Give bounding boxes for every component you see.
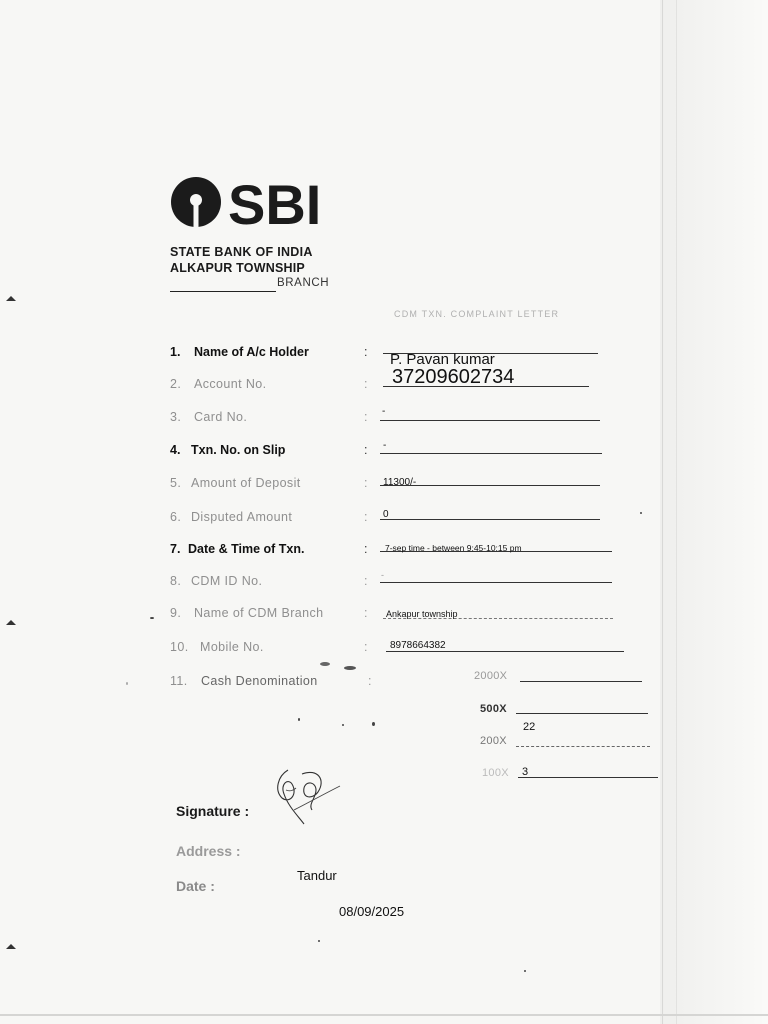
txn-date-time: 7-sep time - between 9:45-10:15 pm — [385, 543, 522, 553]
letter-title: CDM TXN. COMPLAINT LETTER — [394, 309, 560, 319]
scan-speck — [150, 617, 154, 619]
field-label: Card No. — [194, 410, 248, 424]
field-number: 4. — [170, 443, 181, 457]
denomination-value: 3 — [522, 766, 529, 778]
field-underline — [386, 651, 624, 652]
signature-label: Signature : — [176, 803, 250, 819]
field-colon: : — [368, 674, 372, 688]
field-label: Mobile No. — [200, 640, 264, 654]
field-label: Txn. No. on Slip — [191, 443, 286, 457]
sbi-logo — [170, 176, 340, 228]
denomination-label: 200X — [480, 735, 507, 747]
scan-speck — [318, 940, 320, 942]
scan-edge-line — [662, 0, 663, 1024]
field-underline — [380, 453, 602, 454]
field-number: 5. — [170, 476, 182, 490]
account-number: 37209602734 — [392, 366, 515, 388]
scan-speck — [524, 970, 526, 972]
punch-mark — [6, 288, 16, 293]
denomination-underline — [518, 777, 658, 778]
account-holder-name: P. Pavan kumar — [390, 351, 495, 368]
field-label: Name of CDM Branch — [194, 606, 324, 620]
field-colon: : — [364, 606, 368, 620]
field-colon: : — [364, 410, 368, 424]
field-colon: : — [364, 476, 368, 490]
scan-speck — [320, 662, 330, 666]
branch-word: BRANCH — [277, 277, 330, 289]
field-label: CDM ID No. — [191, 574, 263, 588]
address-value: Tandur — [297, 868, 337, 883]
scan-edge-line — [676, 0, 677, 1024]
denomination-label: 500X — [480, 703, 507, 715]
scan-speck — [640, 512, 642, 514]
field-number: 6. — [170, 510, 182, 524]
denomination-underline — [516, 746, 650, 747]
field-colon: : — [364, 640, 368, 654]
branch-underline — [170, 291, 276, 292]
handwritten-signature — [268, 764, 342, 826]
field-underline — [380, 582, 612, 583]
field-number: 9. — [170, 606, 182, 620]
scan-speck — [298, 718, 300, 721]
scan-speck — [342, 724, 344, 726]
cdm-branch: Ankapur township — [386, 609, 458, 619]
denomination-label: 100X — [482, 767, 509, 779]
field-underline — [380, 519, 600, 520]
field-number: 2. — [170, 377, 182, 391]
field-colon: : — [364, 574, 368, 588]
mobile-number: 8978664382 — [390, 640, 446, 651]
field-label: Name of A/c Holder — [194, 345, 309, 359]
field-label: Date & Time of Txn. — [188, 542, 305, 556]
deposit-amount: 11300/- — [383, 477, 417, 488]
scan-speck — [126, 682, 128, 685]
field-colon: : — [364, 345, 368, 359]
scan-bottom-edge — [0, 1014, 768, 1016]
logo-text: SBI — [228, 176, 322, 228]
denomination-label: 2000X — [474, 670, 508, 682]
punch-mark — [6, 936, 16, 941]
card-number: - — [382, 406, 386, 417]
punch-mark — [6, 612, 16, 617]
address-label: Address : — [176, 843, 241, 859]
txn-number: - — [383, 440, 387, 451]
cdm-id: - — [381, 570, 384, 580]
scan-speck — [344, 666, 356, 670]
disputed-amount: 0 — [383, 509, 389, 520]
branch-name: ALKAPUR TOWNSHIP — [170, 261, 305, 275]
field-number: 7. — [170, 542, 181, 556]
bank-name: STATE BANK OF INDIA — [170, 245, 313, 259]
field-number: 10. — [170, 640, 189, 654]
field-colon: : — [364, 377, 368, 391]
field-number: 3. — [170, 410, 182, 424]
field-underline — [380, 420, 600, 421]
field-number: 1. — [170, 345, 181, 359]
field-label: Disputed Amount — [191, 510, 293, 524]
field-label: Amount of Deposit — [191, 476, 301, 490]
field-label: Cash Denomination — [201, 674, 318, 688]
denomination-value: 22 — [523, 721, 536, 733]
date-value: 08/09/2025 — [339, 904, 405, 919]
field-label: Account No. — [194, 377, 267, 391]
date-label: Date : — [176, 878, 215, 894]
field-colon: : — [364, 443, 368, 457]
denomination-underline — [516, 713, 648, 714]
field-colon: : — [364, 510, 368, 524]
field-number: 11. — [170, 674, 188, 688]
scan-speck — [372, 722, 375, 726]
field-number: 8. — [170, 574, 182, 588]
denomination-underline — [520, 681, 642, 682]
field-colon: : — [364, 542, 368, 556]
